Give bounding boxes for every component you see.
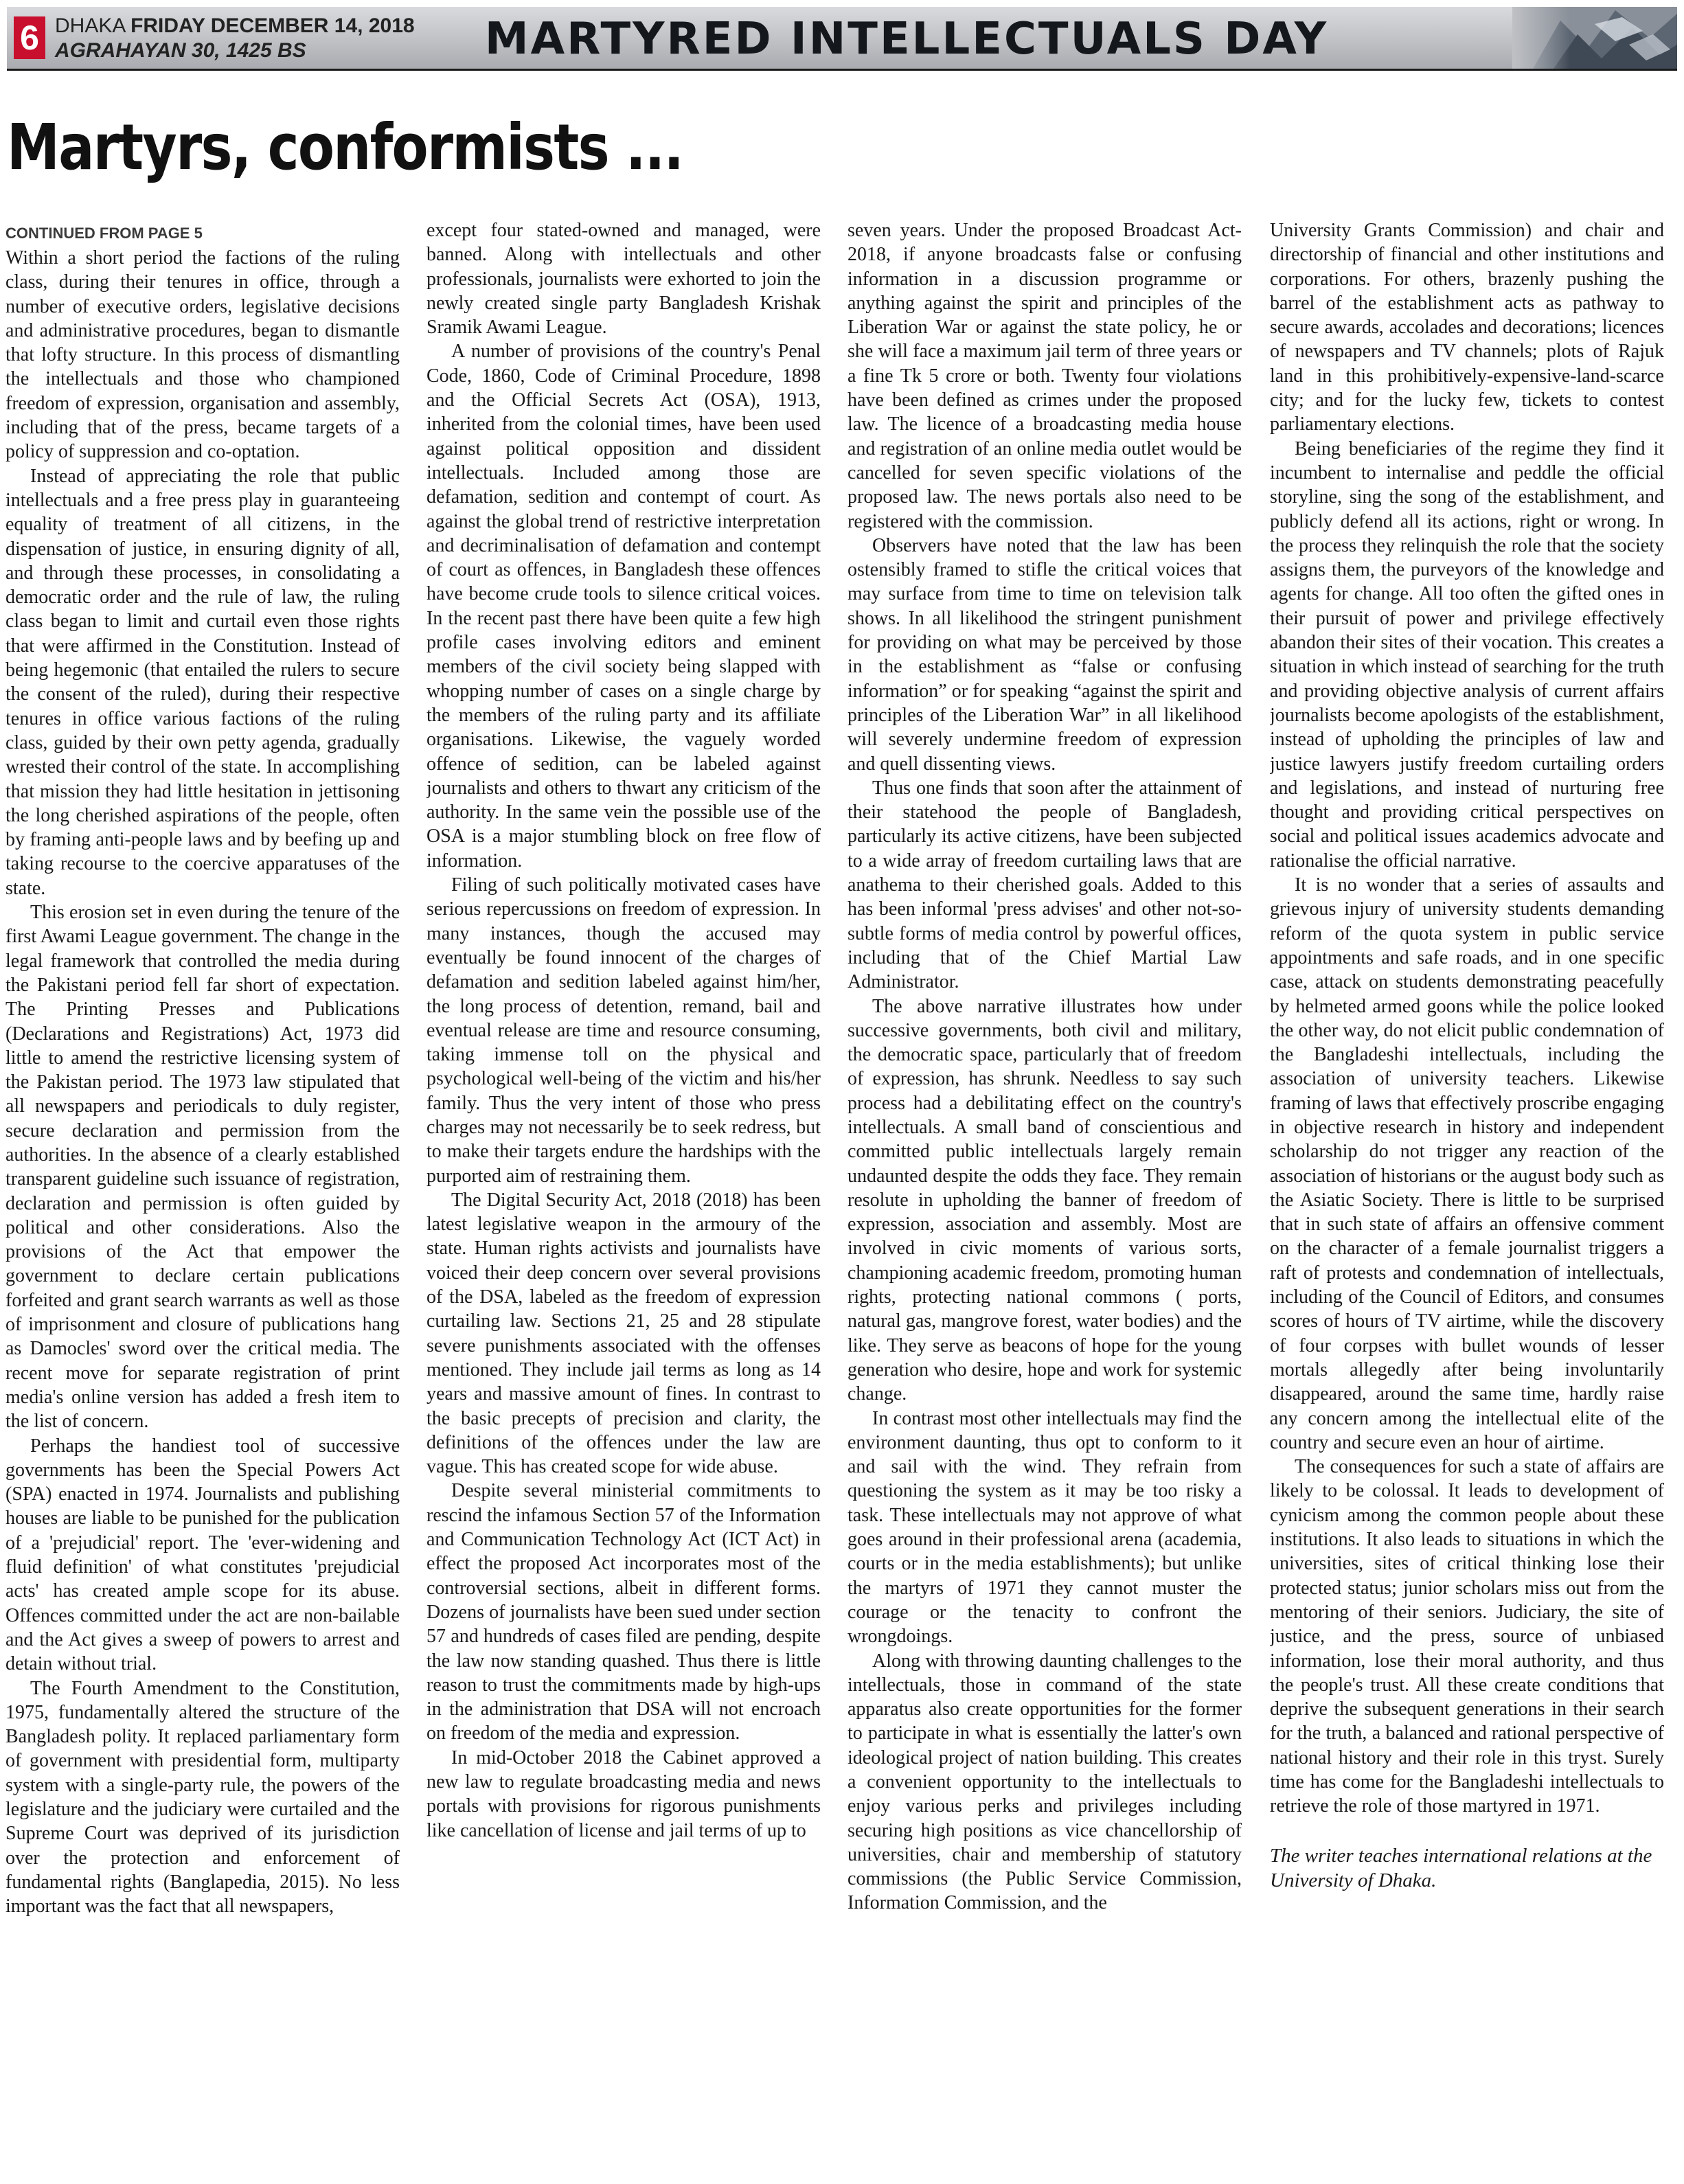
paragraph: Filing of such politically motivated cases have serious repercussions on freedom of expression. In many instances, though the accused may eventually be found innocent of the charges of defamation and sedition labeled against him/her, the long process of detention, remand, bail and eventual release are time and resource consuming, taking immense toll on the physical and psychological well-being of the victim and his/her family. Thus the very intent of those who press charges may not necessarily be to seek redress, but to make their targets endure the hardships with the purported aim of restraining them. <box>426 874 821 1187</box>
paragraph: It is no wonder that a series of assaults and grievous injury of university students demanding reform of the quota system in public service appointments and safe roads, and in one specific case, attack on students demonstrating peacefully by helmeted armed goons while the police looked the other way, do not elicit public condemnation of the Bangladeshi intellectuals, including the association of university teachers. Likewise framing of laws that effectively proscribe engaging in objective research in history and independent scholarship do not trigger any reaction of the association of historians or the august body such as the Asiatic Society. There is little to be surprised that in such state of affairs an offensive comment on the character of a female journalist triggers a raft of protests and condemnation of intellectuals, including of the Council of Editors, and consumes scores of hours of TV airtime, while the discovery of four corpses with bullet wounds of lesser mortals allegedly after being involuntarily disappeared, around the same time, hardly raise any concern among the intellectual elite of the country and secure even an hour of airtime. <box>1270 874 1664 1453</box>
dateline-date: FRIDAY DECEMBER 14, 2018 <box>130 14 415 37</box>
paragraph: The Fourth Amendment to the Constitution, 1975, fundamentally altered the structure of the Bangladesh polity. It replaced parliamentary form of government with presidential form, multiparty system with a single-party rule, the powers of the legislature and the judiciary were curtailed and the Supreme Court was deprived of its jurisdiction over the protection and enforcement of fundamental rights (Banglapedia, 2015). No less important was the fact that all newspapers, <box>5 1677 400 1918</box>
paragraph: University Grants Commission) and chair and directorship of financial and other institutions and corporations. For others, brazenly pushing the barrel of the establishment acts as pathway to secure awards, accolades and decorations; licences of newspapers and TV channels; plots of Rajuk land in this prohibitively-expensive-land-scarce city; and for the lucky few, tickets to contest parliamentary elections. <box>1270 220 1664 435</box>
dateline-city: DHAKA <box>55 14 125 37</box>
paragraph: A number of provisions of the country's Penal Code, 1860, Code of Criminal Procedure, 1898 and the Official Secrets Act (OSA), 1913, inherited from the colonial times, have been used against political opposition and dissident intellectuals. Included among those are defamation, sedition and contempt of court. As against the global trend of restrictive interpretation and decriminalisation of defamation and contempt of court as offences, in Bangladesh these offences have become crude tools to silence critical voices. In the recent past there have been quite a few high profile cases involving editors and eminent members of the civil society being slapped with whopping number of cases on a single charge by the members of the ruling party and its affiliate organisations. Likewise, the vaguely worded offence of sedition, can be labeled against journalists and others to thwart any criticism of the authority. In the same vein the possible use of the OSA is a major stumbling block on free flow of information. <box>426 341 821 872</box>
paragraph: except four stated-owned and managed, were banned. Along with intellectuals and other professionals, journalists were exhorted to join the newly created single party Bangladesh Krishak Sramik Awami League. <box>426 220 821 339</box>
paragraph: In mid-October 2018 the Cabinet approved a new law to regulate broadcasting media and news portals with provisions for rigorous punishments like cancellation of license and jail terms of up to <box>426 1747 821 1841</box>
masthead <box>7 7 1677 71</box>
paragraph: Thus one finds that soon after the attainment of their statehood the people of Bangladesh, particularly its active citizens, have been subjected to a wide array of freedom curtailing laws that are anathema to their cherished goals. Added to this has been informal 'press advises' and other not-so-subtle forms of media control by powerful offices, including that of the Chief Martial Law Administrator. <box>847 777 1242 993</box>
article-column-3 <box>847 218 1242 2184</box>
author-byline: The writer teaches international relations at the University of Dhaka. <box>1270 1844 1652 1891</box>
paragraph: Within a short period the factions of the ruling class, during their tenures in office, through a number of executive orders, legislative decisions and administrative procedures, began to dismantle that lofty structure. In this process of dismantling the intellectuals and those who championed freedom of expression, organisation and assembly, including that of the press, became targets of a policy of suppression and co-optation. <box>5 247 400 463</box>
paragraph: Being beneficiaries of the regime they find it incumbent to internalise and peddle the official storyline, sing the song of the establishment, and publicly defend all its actions, right or wrong. In the process they relinquish the role that the society assigns them, the purveyors of the knowledge and agents for change. All too often the gifted ones in their pursuit of power and privilege effectively abandon their sites of their vocation. This creates a situation in which instead of searching for the truth and providing objective analysis of current affairs journalists become apologists of the establishment, instead of upholding the principles of law and justice lawyers justify freedom curtailing orders and legislations, and instead of nurturing free thought and providing critical perspectives on social and political issues academics advocate and rationalise the official narrative. <box>1270 437 1664 872</box>
article-column-4 <box>1270 218 1664 2184</box>
dateline-bengali-date: AGRAHAYAN 30, 1425 BS <box>55 39 306 62</box>
memorial-photo-icon <box>1512 7 1677 69</box>
paragraph: Observers have noted that the law has been ostensibly framed to stifle the critical voices that may surface from time to time on television talk shows. In all likelihood the stringent punishment for providing on what may be perceived by those in the establishment as “false or confusing information” or for speaking “against the spirit and principles of the Liberation War” in all likelihood will severely undermine freedom of expression and quell dissenting views. <box>847 534 1242 775</box>
section-title: MARTYRED INTELLECTUALS DAY <box>484 14 1329 65</box>
paragraph: Despite several ministerial commitments to rescind the infamous Section 57 of the Information and Communication Technology Act (ICT Act) in effect the proposed Act incorporates most of the controversial sections, albeit in different forms. Dozens of journalists have been sued under section 57 and hundreds of cases filed are pending, despite the law now standing quashed. Thus there is little reason to trust the commitments made by high-ups in the administration that DSA will not encroach on freedom of the media and expression. <box>426 1480 821 1744</box>
paragraph: Instead of appreciating the role that public intellectuals and a free press play in guaranteeing equality of treatment of all citizens, in the dispensation of justice, in ensuring dignity of all, and through these processes, in consolidating a democratic order and the rule of law, the ruling class began to limit and curtail even those rights that were affirmed in the Constitution. Instead of being hegemonic (that entailed the rulers to secure the consent of the ruled), during their respective tenures in office various factions of the ruling class, guided by their own petty agenda, gradually wrested their control of the state. In accomplishing that mission they had little hesitation in jettisoning the long cherished aspirations of the people, often by framing anti-people laws and by beefing up and taking recourse to the coercive apparatuses of the state. <box>5 465 400 899</box>
article-column-1 <box>5 218 400 2184</box>
paragraph: Perhaps the handiest tool of successive governments has been the Special Powers Act (SPA) enacted in 1974. Journalists and publishing houses are liable to be punished for the publication of a 'prejudicial' report. The 'ever-widening and fluid definition' of what constitutes 'prejudicial acts' has created ample scope for its abuse. Offences committed under the act are non-bailable and the Act gives a sweep of powers to arrest and detain without trial. <box>5 1435 400 1675</box>
paragraph: This erosion set in even during the tenure of the first Awami League government. The change in the legal framework that controlled the media during the Pakistani period fell far short of expectation. The Printing Presses and Publications (Declarations and Registrations) Act, 1973 did little to amend the restrictive licensing system of the Pakistan period. The 1973 law stipulated that all newspapers and periodicals to duly register, secure declaration and permission from the authorities. In the absence of a clearly established transparent guideline such issuance of registration, declaration and permission is often guided by political and other considerations. Also the provisions of the Act that empower the government to declare certain publications forfeited and grant search warrants as well as those of imprisonment and closure of publications hang as Damocles' sword over the critical media. The recent move for separate registration of print media's online version has added a fresh item to the list of concern. <box>5 902 400 1433</box>
paragraph: The above narrative illustrates how under successive governments, both civil and military, the democratic space, particularly that of freedom of expression, has shrunk. Needless to say such process had a debilitating effect on the country's intellectuals. A small band of conscientious and committed public intellectuals largely remain undaunted despite the odds they face. They remain resolute in upholding the banner of freedom of expression, association and assembly. Most are involved in civic moments of various sorts, championing academic freedom, promoting human rights, protecting national commons ( ports, natural gas, mangrove forest, water bodies) and the like. They serve as beacons of hope for the young generation who desire, hope and work for systemic change. <box>847 995 1242 1405</box>
dateline <box>55 14 440 63</box>
headline: Martyrs, conformists ... <box>7 111 683 184</box>
article-column-2 <box>426 218 821 2184</box>
paragraph: The Digital Security Act, 2018 (2018) has been latest legislative weapon in the armoury of the state. Human rights activists and journalists have voiced their deep concern over several provisions of the DSA, labeled as the freedom of expression curtailing law. Sections 21, 25 and 28 stipulate severe punishments associated with the offenses mentioned. They include jail terms as long as 14 years and massive amount of fines. In contrast to the basic precepts of precision and clarity, the definitions of the offences under the law are vague. This has created scope for wide abuse. <box>426 1189 821 1478</box>
paragraph: Along with throwing daunting challenges to the intellectuals, those in command of the state apparatus also create opportunities for the former to participate in what is essentially the latter's own ideological project of nation building. This creates a convenient opportunity to the intellectuals to enjoy various perks and privileges including securing high positions as vice chancellorship of universities, chair and membership of statutory commissions (the Public Service Commission, Information Commission, and the <box>847 1650 1242 1914</box>
paragraph: seven years. Under the proposed Broadcast Act-2018, if anyone broadcasts false or confusing information in a discussion programme or anything against the spirit and principles of the Liberation War or against the state policy, he or she will face a maximum jail term of three years or a fine Tk 5 crore or both. Twenty four violations have been defined as crimes under the proposed law. The licence of a broadcasting media house and registration of an online media outlet would be cancelled for seven specific violations of the proposed law. The news portals also need to be registered with the commission. <box>847 220 1242 532</box>
paragraph: The consequences for such a state of affairs are likely to be colossal. It leads to development of cynicism among the common people about these institutions. It also leads to situations in which the universities, sites of critical thinking lose their protected status; junior scholars miss out from the mentoring of their seniors. Judiciary, the site of justice, and the press, source of unbiased information, lose their moral authority, and thus the people's trust. All these create conditions that deprive the subsequent generations in their search for the truth, a balanced and rational perspective of national history and their role in this tryst. Surely time has come for the Bangladeshi intellectuals to retrieve the role of those martyred in 1971. <box>1270 1456 1664 1817</box>
page-number: 6 <box>14 16 45 59</box>
paragraph: In contrast most other intellectuals may find the environment daunting, thus opt to conform to it and sail with the wind. They refrain from questioning the system as it may be too risky a task. These intellectuals may not approve of what goes around in their professional arena (academia, courts or in the media establishments); but unlike the martyrs of 1971 they cannot muster the courage or the tenacity to confront the wrongdoings. <box>847 1407 1242 1648</box>
continued-kicker: CONTINUED FROM PAGE 5 <box>5 225 203 242</box>
